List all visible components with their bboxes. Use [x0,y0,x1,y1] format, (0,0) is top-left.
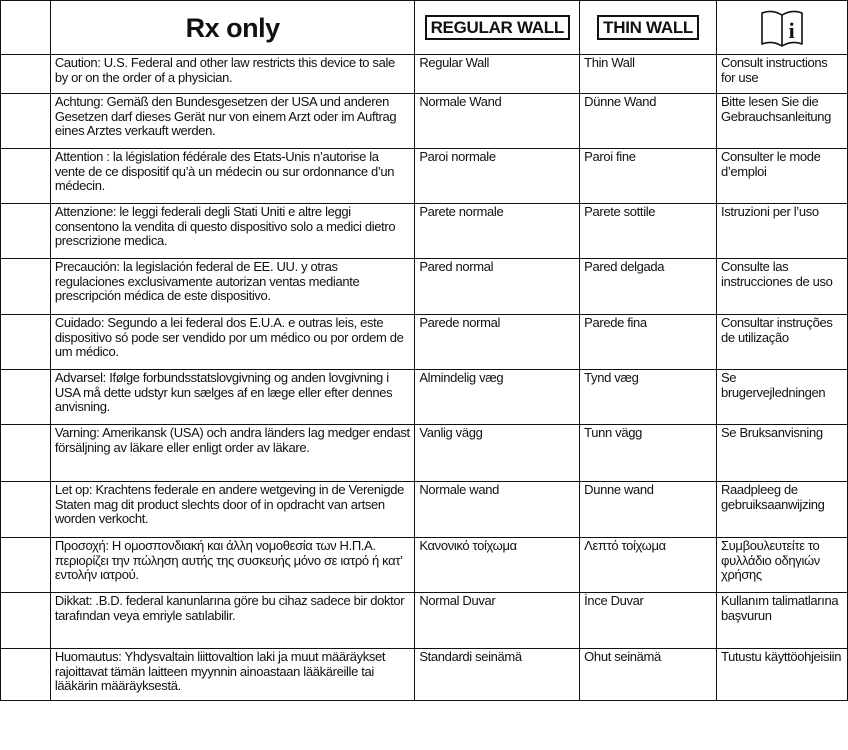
regular-wall-cell: Vanlig vägg [415,425,580,482]
table-row [1,259,848,315]
consult-ifu-cell: Consulter le mode d’emploi [716,149,847,204]
table-row [1,425,848,482]
consult-ifu-cell: Se brugervejledningen [716,370,847,425]
blank-cell [1,94,51,149]
table-row [1,204,848,259]
table-row [1,538,848,593]
thin-wall-cell: Thin Wall [580,55,717,94]
thin-wall-cell: Ohut seinämä [580,649,717,701]
thin-wall-cell: Parede fina [580,315,717,370]
thin-wall-symbol-cell [580,1,717,55]
regular-wall-cell: Almindelig væg [415,370,580,425]
consult-ifu-cell: Istruzioni per l’uso [716,204,847,259]
rx-only-symbol: Rx only [185,12,280,43]
consult-ifu-cell: Consult instructions for use [716,55,847,94]
regular-wall-cell: Normale wand [415,482,580,538]
table-row [1,55,848,94]
blank-cell [1,55,51,94]
table-row [1,94,848,149]
regular-wall-cell: Regular Wall [415,55,580,94]
caution-cell: Dikkat: .B.D. federal kanunlarına göre bu cihaz sadece bir doktor tarafından veya emriyle satılabilir. [50,593,414,649]
thin-wall-cell: Dunne wand [580,482,717,538]
instructions-book-icon [759,9,805,47]
rx-only-cell [50,1,414,55]
ifu-symbol-cell [716,1,847,55]
caution-cell: Huomautus: Yhdysvaltain liittovaltion laki ja muut määräykset rajoittavat tämän laitteen myynnin ainoastaan lääkäreille tai lääkärin määräyksestä. [50,649,414,701]
thin-wall-symbol: THIN WALL [597,15,699,40]
thin-wall-cell: İnce Duvar [580,593,717,649]
regular-wall-cell: Paroi normale [415,149,580,204]
consult-ifu-cell: Consulte las instrucciones de uso [716,259,847,315]
thin-wall-cell: Tynd væg [580,370,717,425]
consult-ifu-cell: Bitte lesen Sie die Gebrauchsanleitung [716,94,847,149]
table-row [1,370,848,425]
consult-ifu-cell: Kullanım talimatlarına başvurun [716,593,847,649]
table-row [1,315,848,370]
regular-wall-cell: Standardi seinämä [415,649,580,701]
thin-wall-cell: Paroi fine [580,149,717,204]
regular-wall-cell: Parede normal [415,315,580,370]
table-row [1,593,848,649]
table-row [1,482,848,538]
blank-cell [1,649,51,701]
blank-cell [1,315,51,370]
thin-wall-cell: Pared delgada [580,259,717,315]
caution-cell: Cuidado: Segundo a lei federal dos E.U.A. e outras leis, este dispositivo só pode ser vendido por um médico ou por ordem de um médico. [50,315,414,370]
blank-cell [1,370,51,425]
caution-cell: Varning: Amerikansk (USA) och andra länders lag medger endast försäljning av läkare eller enligt order av läkare. [50,425,414,482]
caution-cell: Precaución: la legislación federal de EE. UU. y otras regulaciones exclusivamente autorizan ventas mediante prescripción médica de este dispositivo. [50,259,414,315]
caution-cell: Προσοχή: Η ομοσπονδιακή και άλλη νομοθεσία των Η.Π.Α. περιορίζει την πώληση αυτής της συσκευής μόνο σε ιατρό ή κατ’ εντολήν ιατρού. [50,538,414,593]
caution-cell: Achtung: Gemäß den Bundesgesetzen der USA und anderen Gesetzen darf dieses Gerät nur von einem Arzt oder im Auftrag eines Arztes verkauft werden. [50,94,414,149]
regular-wall-cell: Parete normale [415,204,580,259]
thin-wall-cell: Λεπτό τοίχωμα [580,538,717,593]
consult-ifu-cell: Tutustu käyttöohjeisiin [716,649,847,701]
table-row [1,649,848,701]
blank-cell [1,204,51,259]
regular-wall-cell: Pared normal [415,259,580,315]
header-row [1,1,848,55]
thin-wall-cell: Parete sottile [580,204,717,259]
caution-cell: Attention : la législation fédérale des Etats-Unis n’autorise la vente de ce dispositif qu’à un médecin ou sur ordonnance d’un médecin. [50,149,414,204]
caution-cell: Caution: U.S. Federal and other law restricts this device to sale by or on the order of a physician. [50,55,414,94]
blank-header-cell [1,1,51,55]
caution-cell: Attenzione: le leggi federali degli Stati Uniti e altre leggi consentono la vendita di questo dispositivo solo a medici dietro prescrizione medica. [50,204,414,259]
regular-wall-cell: Normale Wand [415,94,580,149]
blank-cell [1,482,51,538]
caution-cell: Let op: Krachtens federale en andere wetgeving in de Verenigde Staten mag dit product slechts door of in opdracht van artsen worden verkocht. [50,482,414,538]
table-row [1,149,848,204]
regular-wall-cell: Κανονικό τοίχωμα [415,538,580,593]
consult-ifu-cell: Consultar instruções de utilização [716,315,847,370]
thin-wall-cell: Tunn vägg [580,425,717,482]
consult-ifu-cell: Se Bruksanvisning [716,425,847,482]
caution-cell: Advarsel: Ifølge forbundsstatslovgivning og anden lovgivning i USA må dette udstyr kun sælges af en læge eller efter dennes anvisning. [50,370,414,425]
regular-wall-cell: Normal Duvar [415,593,580,649]
ifu-letter-glyph: i [788,17,795,43]
blank-cell [1,593,51,649]
thin-wall-cell: Dünne Wand [580,94,717,149]
consult-ifu-cell: Συμβουλευτείτε το φυλλάδιο οδηγιών χρήσης [716,538,847,593]
blank-cell [1,538,51,593]
blank-cell [1,149,51,204]
blank-cell [1,259,51,315]
blank-cell [1,425,51,482]
consult-ifu-cell: Raadpleeg de gebruiksaanwijzing [716,482,847,538]
regular-wall-symbol-cell [415,1,580,55]
regular-wall-symbol: REGULAR WALL [425,15,570,40]
